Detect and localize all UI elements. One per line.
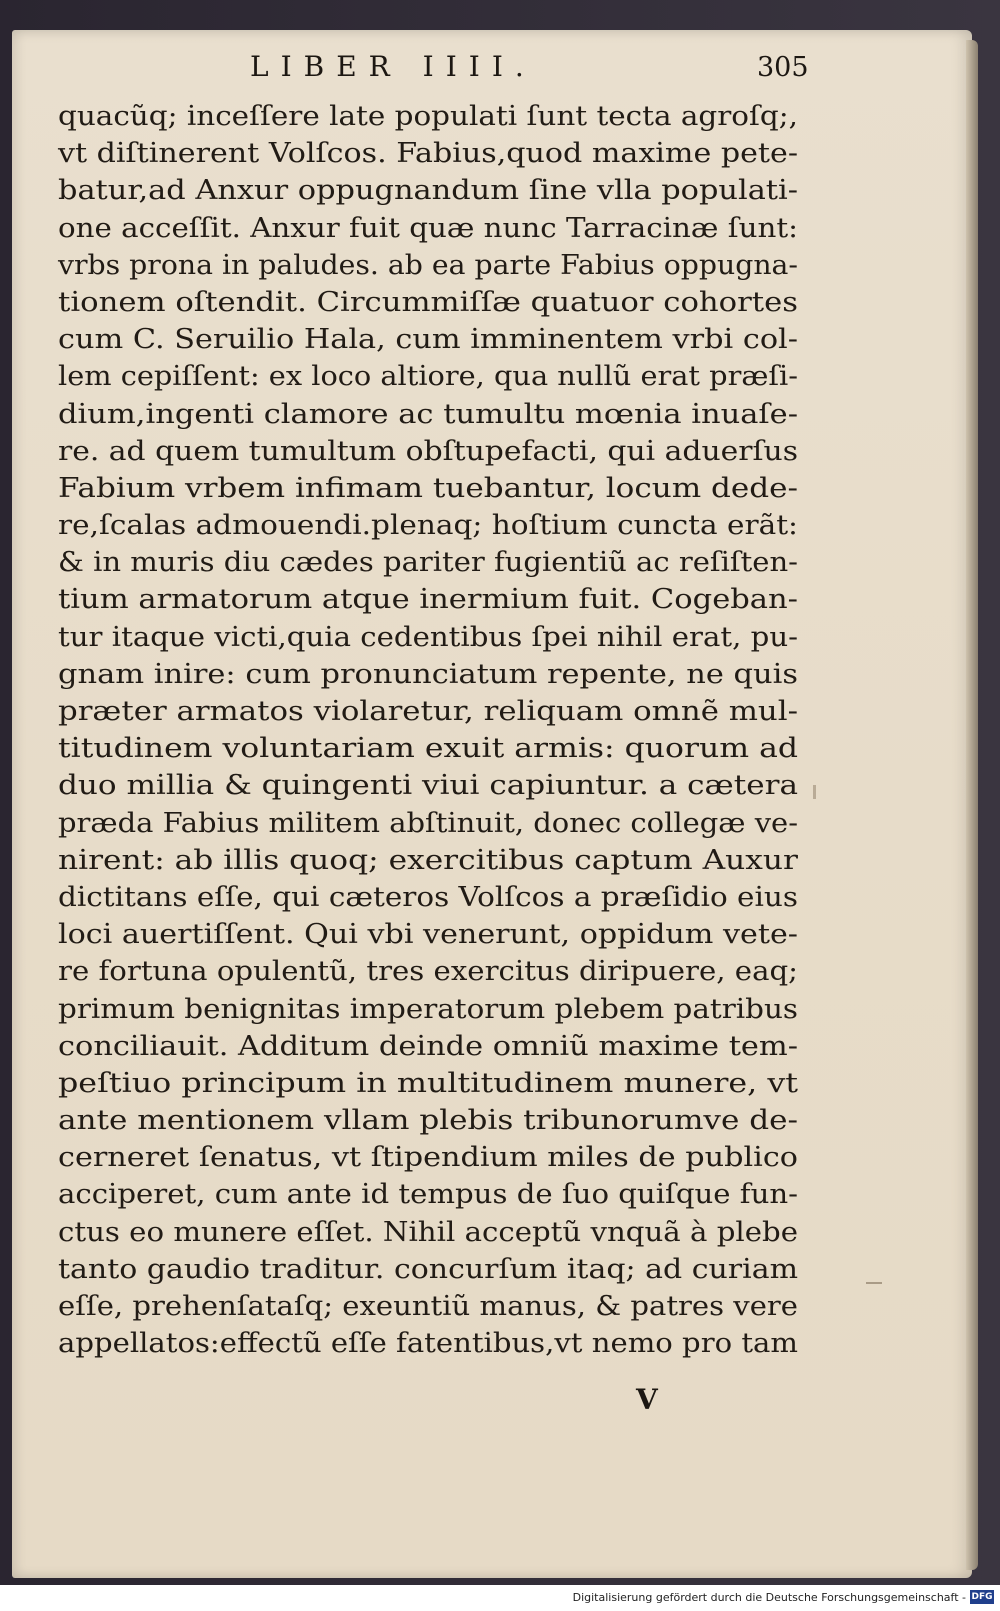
text-line: Fabium vrbem infimam tuebantur, locum dede- [58,472,798,504]
margin-mark [866,1282,882,1284]
text-line: tium armatorum atque inermium fuit. Cogeban- [58,584,798,616]
text-line: appellatos:effectũ eſſe fatentibus,vt nemo pro tam [58,1328,799,1360]
signature-mark: V [636,1383,658,1416]
text-line: re fortuna opulentũ, tres exercitus diripuere, eaq; [58,956,799,988]
text-line: duo millia & quingenti viui capiuntur. a cætera [58,770,798,802]
text-line: ctus eo munere eſſet. Nihil acceptũ vnquã à plebe [58,1216,798,1248]
text-line: ante mentionem vllam plebis tribunorumve de- [58,1105,798,1137]
text-line: vrbs prona in paludes. ab ea parte Fabius oppugna- [58,249,798,281]
text-line: batur,ad Anxur oppugnandum ſine vlla populati- [58,175,798,207]
text-line: dictitans eſſe, qui cæteros Volſcos a præſidio eius [58,881,798,913]
margin-mark [813,785,816,799]
text-line: cum C. Seruilio Hala, cum imminentem vrbi col- [58,324,798,356]
text-line: quacũq; inceſſere late populati ſunt tecta agroſq;, [58,101,798,132]
page-edge [966,40,978,1570]
text-line: tanto gaudio traditur. concurſum itaq; ad curiam [58,1253,798,1285]
text-line: re,ſcalas admouendi.plenaq; hoſtium cuncta erãt: [58,510,798,542]
text-line: lem cepiſſent: ex loco altiore, qua nullũ erat præſi- [58,361,798,393]
text-line: præter armatos violaretur, reliquam omnẽ mul- [58,696,798,727]
digitization-credit: Digitalisierung gefördert durch die Deutsche Forschungsgemeinschaft - [572,1591,966,1604]
text-line: tur itaque victi,quia cedentibus ſpei nihil erat, pu- [58,621,798,653]
page-number: 305 [757,52,809,83]
text-line: primum benignitas imperatorum plebem patribus [58,993,799,1025]
text-line: dium,ingenti clamore ac tumultu mœnia inuaſe- [58,398,798,430]
text-line: eſſe, prehenſataſq; exeuntiũ manus, & patres vere [58,1291,799,1322]
text-line: acciperet, cum ante id tempus de ſuo quiſque fun- [58,1179,799,1211]
text-line: præda Fabius militem abſtinuit, donec collegæ ve- [58,807,798,839]
text-line: vt diſtinerent Volſcos. Fabius,quod maxime pete- [58,138,798,170]
dfg-logo: DFG [971,1592,993,1602]
text-line: peſtiuo principum in multitudinem munere, vt [58,1067,798,1099]
text-line: tionem oſtendit. Circummiſſæ quatuor cohortes [58,286,798,318]
text-line: gnam inire: cum pronunciatum repente, ne quis [58,658,798,690]
text-line: re. ad quem tumultum obſtupefacti, qui aduerſus [58,435,798,467]
text-line: conciliauit. Additum deinde omniũ maxime tem- [58,1030,798,1062]
body-text [58,98,798,1362]
text-line: loci auertiſſent. Qui vbi venerunt, oppidum vete- [58,919,799,951]
text-line: nirent: ab illis quoq; exercitibus captum Auxur [58,844,798,876]
text-line: titudinem voluntariam exuit armis: quorum ad [58,733,798,765]
text-line: cerneret ſenatus, vt ſtipendium miles de publico [58,1142,798,1174]
text-line: & in muris diu cædes pariter fugientiũ ac reſiſten- [58,547,798,579]
text-line: one acceſſit. Anxur fuit quæ nunc Tarracinæ ſunt: [58,212,798,244]
running-head: LIBER IIII. [250,50,536,83]
